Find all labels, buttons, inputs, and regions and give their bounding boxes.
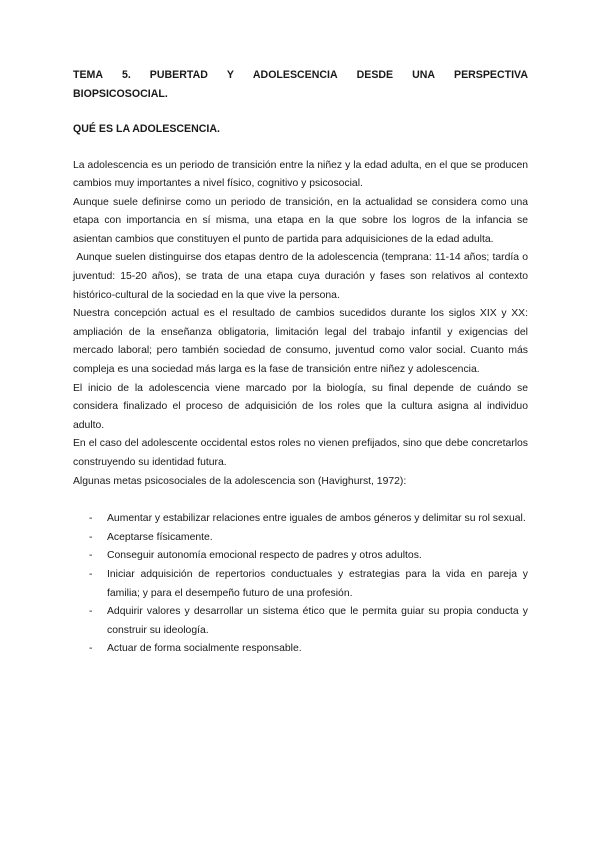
goals-list — [73, 510, 528, 659]
title-word: DESDE — [356, 69, 394, 81]
list-item-text: Aceptarse físicamente. — [107, 531, 213, 543]
paragraph-transition: Aunque suele definirse como un periodo de transición, en la actualidad se considera como una etapa con importancia en sí misma, una etapa en la que sobre los logros de la infancia se asientan cambios que constituyen el punto de partida para adquisiciones de la edad adulta. — [73, 196, 528, 245]
list-item — [73, 603, 528, 640]
title-word: PERSPECTIVA — [454, 69, 528, 81]
title-word: PUBERTAD — [149, 69, 208, 81]
list-item-text: Adquirir valores y desarrollar un sistema ético que le permita guiar su propia conducta y construir su ideología. — [107, 606, 528, 636]
paragraph-definition: La adolescencia es un periodo de transición entre la niñez y la edad adulta, en el que se producen cambios muy importantes a nivel físico, cognitivo y psicosocial. — [73, 159, 528, 190]
title-word: Y — [226, 69, 234, 81]
list-item — [73, 640, 528, 659]
title-word: ADOLESCENCIA — [252, 69, 338, 81]
list-dash: - — [89, 568, 93, 580]
list-item — [73, 566, 528, 603]
title-line-1 — [73, 66, 528, 85]
list-item-text: Aumentar y estabilizar relaciones entre iguales de ambos géneros y delimitar su rol sexual. — [107, 513, 526, 525]
list-dash: - — [89, 513, 93, 525]
paragraph-goals-intro: Algunas metas psicosociales de la adolescencia son (Havighurst, 1972): — [73, 475, 407, 487]
section-heading: QUÉ ES LA ADOLESCENCIA. — [73, 123, 220, 135]
list-item — [73, 547, 528, 566]
list-item — [73, 529, 528, 548]
list-dash: - — [89, 531, 93, 543]
paragraph-roles: En el caso del adolescente occidental estos roles no vienen prefijados, sino que debe concretarlos construyendo su identidad futura. — [73, 438, 528, 468]
paragraph-stages: Aunque suelen distinguirse dos etapas dentro de la adolescencia (temprana: 11-14 años; tardía o juventud: 15-20 años), se trata de una etapa cuya duración y fases son relativos al contexto histórico-cultural de la sociedad en la que vive la persona. — [73, 252, 531, 301]
list-item-text: Conseguir autonomía emocional respecto de padres y otros adultos. — [107, 550, 422, 562]
document-title — [73, 66, 528, 103]
list-item-text: Iniciar adquisición de repertorios conductuales y estrategias para la vida en pareja y familia; y para el desempeño futuro de una profesión. — [107, 568, 528, 599]
document-page — [73, 66, 531, 659]
list-dash: - — [89, 550, 93, 562]
list-dash: - — [89, 606, 93, 618]
paragraph-onset: El inicio de la adolescencia viene marcado por la biología, su final depende de cuándo se considera finalizado el proceso de adquisición de los roles que la cultura asigna al individuo adulto. — [73, 382, 528, 431]
list-item-text: Actuar de forma socialmente responsable. — [107, 643, 302, 655]
paragraph-conception: Nuestra concepción actual es el resultado de cambios sucedidos durante los siglos XIX y XX: ampliación de la enseñanza obligatoria, limitación legal del trabajo infantil y exigencias del mercado laboral; pero también sociedad de consumo, juventud como valor social. Cuanto más compleja es una sociedad más larga es la fase de transición entre niñez y adolescencia. — [73, 308, 528, 376]
title-word: UNA — [412, 69, 436, 81]
title-word: 5. — [121, 69, 131, 81]
list-dash: - — [89, 643, 93, 655]
title-word: TEMA — [73, 69, 104, 81]
list-item — [73, 510, 528, 529]
title-line-2: BIOPSICOSOCIAL. — [73, 87, 168, 100]
